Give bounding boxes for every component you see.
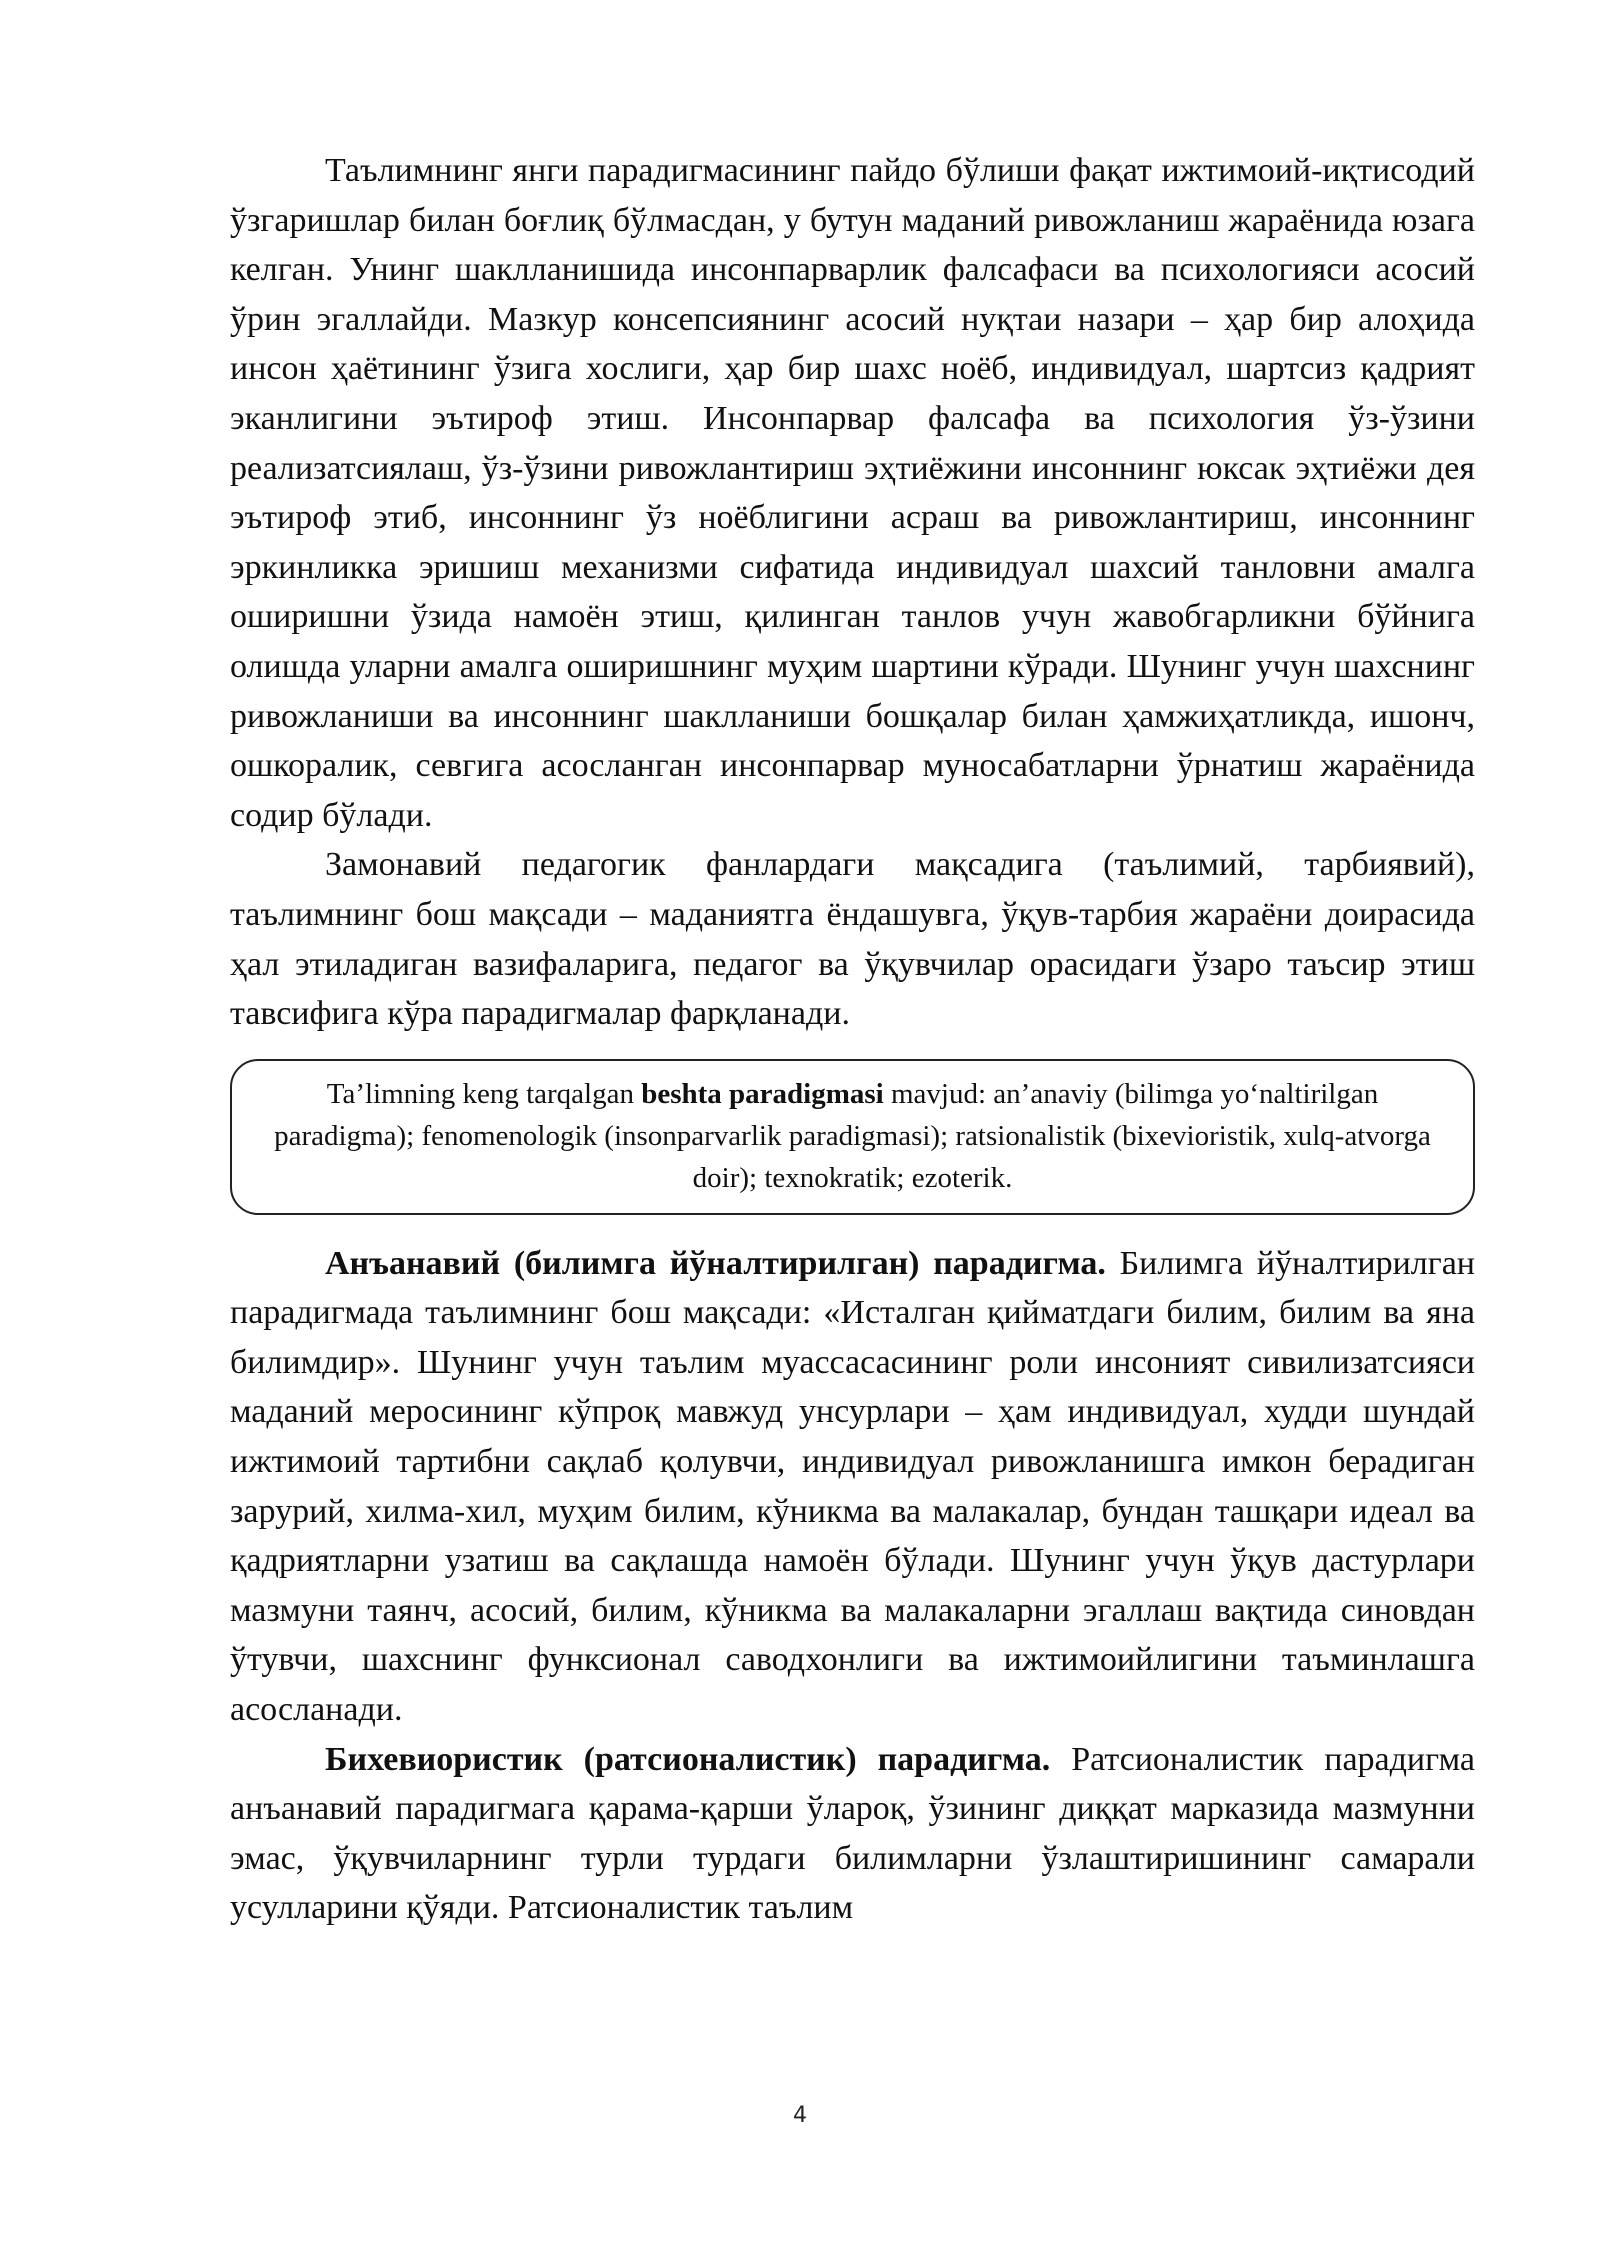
section-text-behaviorist: Ратсионалистик парадигма анъанавий парадигмага қарама-қарши ўлароқ, ўзининг диққат марказида мазмунни эмас, ўқувчиларнинг турли турдаги билимларни ўзлаштиришининг самарали усулларини қўяди. Ратсионалистик таълим [230,1740,1475,1927]
section-heading-traditional: Анъанавий (билимга йўналтирилган) парадигма. [325,1244,1106,1282]
paragraph-paradigm-differences: Замонавий педагогик фанлардаги мақсадига (таълимий, тарбиявий), таълимнинг бош мақсади – маданиятга ёндашувга, ўқув-тарбия жараёни доирасида ҳал этиладиган вазифаларига, педагог ва ўқувчилар орасидаги ўзаро таъсир этиш тавсифига кўра парадигмалар фарқланади. [230,846,1475,1033]
section-text-traditional: Билимга йўналтирилган парадигмада таълимнинг бош мақсади: «Исталган қийматдаги билим, билим ва яна билимдир». Шунинг учун таълим муассасасининг роли инсоният сивилизатсияси маданий меросининг кўпроқ мавжуд унсурлари – ҳам индивидуал, худди шундай ижтимоий тартибни сақлаб қолувчи, индивидуал ривожланишга имкон берадиган зарурий, хилма-хил, муҳим билим, кўникма ва малакалар, бундан ташқари идеал ва қадриятларни узатиш ва сақлашда намоён бўлади. Шунинг учун ўқув дастурлари мазмуни таянч, асосий, билим, кўникма ва малакаларни эгаллаш вақтида синовдан ўтувчи, шахснинг функсионал саводхонлиги ва ижтимоийлигини таъминлашга асосланади. [230,1244,1475,1729]
callout-box [230,1059,1475,1215]
document-page [230,146,1475,1933]
callout-suffix: mavjud: an’anaviy (bilimga yo‘naltirilgan paradigma); fenomenologik (insonparvarlik paradigmasi); ratsionalistik (bixevioristik, xulq-atvorga doir); texnokratik; ezoterik. [274,1077,1431,1194]
page-number: 4 [793,2103,807,2128]
paragraph-behaviorist-paradigm [230,1735,1475,1933]
paragraph-traditional-paradigm [230,1239,1475,1735]
callout-prefix: Ta’limning keng tarqalgan [326,1077,642,1110]
paragraph-new-paradigm: Таълимнинг янги парадигмасининг пайдо бўлиши фақат ижтимоий-иқтисодий ўзгаришлар билан боғлиқ бўлмасдан, у бутун маданий ривожланиш жараёнида юзага келган. Унинг шаклланишида инсонпарварлик фалсафаси ва психологияси асосий ўрин эгаллайди. Мазкур консепсиянинг асосий нуқтаи назари – ҳар бир алоҳида инсон ҳаётининг ўзига хослиги, ҳар бир шахс ноёб, индивидуал, шартсиз қадрият эканлигини эътироф этиш. Инсонпарвар фалсафа ва психология ўз-ўзини реализатсиялаш, ўз-ўзини ривожлантириш эҳтиёжини инсоннинг юксак эҳтиёжи дея эътироф этиб, инсоннинг ўз ноёблигини асраш ва ривожлантириш, инсоннинг эркинликка эришиш механизми сифатида индивидуал шахсий танловни амалга оширишни ўзида намоён этиш, қилинган танлов учун жавобгарликни бўйнига олишда уларни амалга оширишнинг муҳим шартини кўради. Шунинг учун шахснинг ривожланиши ва инсоннинг шаклланиши бошқалар билан ҳамжиҳатликда, ишонч, ошкоралик, севгига асосланган инсонпарвар муносабатларни ўрнатиш жараёнида содир бўлади. [230,152,1475,834]
callout-bold-text: beshta paradigmasi [641,1077,884,1110]
section-heading-behaviorist: Бихевиористик (ратсионалистик) парадигма. [325,1740,1051,1778]
